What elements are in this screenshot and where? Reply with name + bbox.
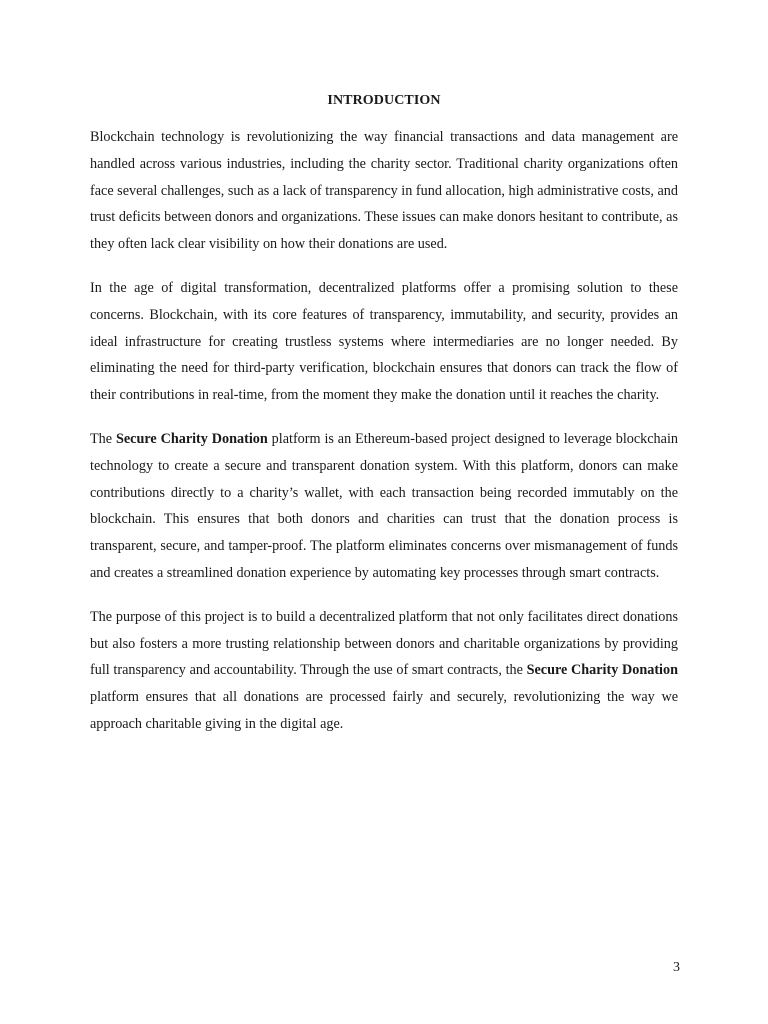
paragraph-4-suffix: platform ensures that all donations are processed fairly and securely, revolutionizing the way we approach charitable giving in the digital age. [90, 689, 678, 732]
project-name-bold: Secure Charity Donation [526, 662, 678, 679]
paragraph-4-prefix: The purpose of this project is to build a decentralized platform that not only facilitates direct donations but also fosters a more trusting relationship between donors and charitable organizations by providing full transparency and accountability. Through the use of smart contracts, the [90, 608, 678, 679]
body-text [90, 124, 678, 755]
section-heading: INTRODUCTION [327, 93, 441, 108]
paragraph-3-suffix: platform is an Ethereum-based project designed to leverage blockchain technology to create a secure and transparent donation system. With this platform, donors can make contributions directly to a charity’s wallet, with each transaction being recorded immutably on the blockchain. This ensures that both donors and charities can trust that the donation process is transparent, secure, and tamper-proof. The platform eliminates concerns over mismanagement of funds and creates a streamlined donation experience by automating key processes through smart contracts. [90, 430, 678, 581]
paragraph-3 [90, 426, 678, 587]
paragraph-3-prefix: The [90, 430, 116, 447]
paragraph-1: Blockchain technology is revolutionizing the way financial transactions and data management are handled across various industries, including the charity sector. Traditional charity organizations often face several challenges, such as a lack of transparency in fund allocation, high administrative costs, and trust deficits between donors and organizations. These issues can make donors hesitant to contribute, as they often lack clear visibility on how their donations are used. [90, 129, 678, 253]
page-number: 3 [673, 960, 680, 975]
paragraph-4 [90, 604, 678, 738]
paragraph-2: In the age of digital transformation, decentralized platforms offer a promising solution to these concerns. Blockchain, with its core features of transparency, immutability, and security, provides an ideal infrastructure for creating trustless systems where intermediaries are no longer needed. By eliminating the need for third-party verification, blockchain ensures that donors can track the flow of their contributions in real-time, from the moment they make the donation until it reaches the charity. [90, 279, 678, 404]
project-name-bold: Secure Charity Donation [115, 430, 268, 447]
